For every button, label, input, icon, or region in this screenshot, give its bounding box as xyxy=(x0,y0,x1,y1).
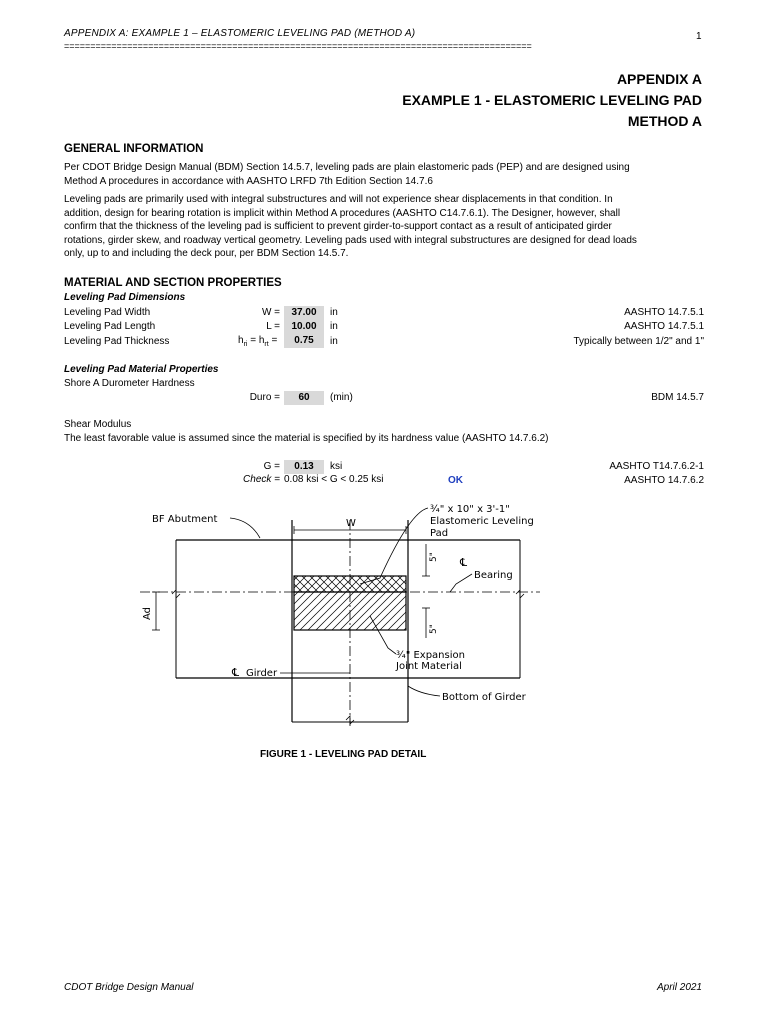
dim-5-upper: 5" xyxy=(429,552,439,562)
material-props-subheading: Leveling Pad Material Properties xyxy=(64,364,219,375)
bottom-girder-label: Bottom of Girder xyxy=(442,692,526,703)
width-label: Leveling Pad Width xyxy=(64,307,151,318)
thickness-eq-end: = xyxy=(268,335,278,346)
text-line: confirm that the thickness of the leveling pad is sufficient to prevent girder-to-support contact as a result of anticipated girder xyxy=(64,221,612,233)
text-line: rotations, girder skew, and roadway vertical geometry. Leveling pads used with integral substructures are designed for dead loads xyxy=(64,234,637,246)
expansion-label-line-2: Joint Material xyxy=(396,661,462,672)
text-line: Per CDOT Bridge Design Manual (BDM) Section 14.5.7, leveling pads are plain elastomeric pads (PEP) and are designed using xyxy=(64,162,630,173)
pad-label-line-3: Pad xyxy=(430,528,449,539)
duro-eq: Duro = xyxy=(249,392,280,403)
shear-label: Shear Modulus xyxy=(64,419,132,430)
duro-label: Shore A Durometer Hardness xyxy=(64,378,195,389)
cl-girder-label: Girder xyxy=(246,668,278,679)
pad-label-line-2: Elastomeric Leveling xyxy=(430,516,534,527)
thickness-eq-h: h xyxy=(238,335,244,346)
cl-bearing-symbol: ℄ xyxy=(460,556,468,569)
thickness-eq xyxy=(238,335,277,348)
leveling-pad-figure xyxy=(120,498,590,738)
text-line: only, up to and including the deck pour, per BDM Section 14.5.7. xyxy=(64,248,349,260)
cl-girder-symbol: ℄ xyxy=(232,666,240,679)
material-heading: MATERIAL AND SECTION PROPERTIES xyxy=(64,277,282,289)
w-dimension-label: W xyxy=(346,518,356,529)
check-text: 0.08 ksi < G < 0.25 ksi xyxy=(284,474,384,485)
header-rule: ========================================================================================= xyxy=(64,41,532,51)
check-ref: AASHTO 14.7.6.2 xyxy=(624,475,704,486)
g-eq: G = xyxy=(263,461,280,472)
text-line: addition, design for bearing rotation is implicit within Method A procedures (AASHTO C14.7.6.1). The Designer, however, shall xyxy=(64,207,621,219)
thickness-value: 0.75 xyxy=(284,334,324,348)
expansion-label-line-1: ¾" Expansion xyxy=(396,650,465,661)
g-unit: ksi xyxy=(330,461,343,472)
ad-dimension-label: Ad xyxy=(142,606,153,620)
length-eq: L = xyxy=(266,321,280,332)
length-value: 10.00 xyxy=(284,320,324,334)
g-value: 0.13 xyxy=(284,460,324,474)
footer-left: CDOT Bridge Design Manual xyxy=(64,982,194,993)
length-unit: in xyxy=(330,321,338,332)
footer-right: April 2021 xyxy=(656,982,702,993)
length-ref: AASHTO 14.7.5.1 xyxy=(624,321,704,332)
duro-unit: (min) xyxy=(330,392,353,403)
elastomeric-pad xyxy=(294,576,406,592)
thickness-eq-mid: = h xyxy=(247,335,265,346)
thickness-label: Leveling Pad Thickness xyxy=(64,336,170,347)
thickness-eq-sub-2: rt xyxy=(264,341,269,348)
pad-label-line-1: ¾" x 10" x 3'-1" xyxy=(430,504,510,515)
shear-note: The least favorable value is assumed since the material is specified by its hardness value (AASHTO 14.7.6.2) xyxy=(64,433,549,444)
g-ref: AASHTO T14.7.6.2-1 xyxy=(609,461,704,472)
page-number: 1 xyxy=(696,31,702,42)
width-value: 37.00 xyxy=(284,306,324,320)
figure-caption: FIGURE 1 - LEVELING PAD DETAIL xyxy=(260,749,427,760)
title-line-1: APPENDIX A xyxy=(616,71,702,87)
width-unit: in xyxy=(330,307,338,318)
width-eq: W = xyxy=(261,307,280,318)
dim-5-lower: 5" xyxy=(429,624,439,634)
duro-ref: BDM 14.5.7 xyxy=(651,392,704,403)
general-heading: GENERAL INFORMATION xyxy=(64,143,204,155)
general-paragraph-1 xyxy=(64,161,704,188)
duro-value: 60 xyxy=(284,391,324,405)
expansion-joint-material xyxy=(294,592,406,630)
check-eq: Check = xyxy=(243,474,280,485)
dimensions-subheading: Leveling Pad Dimensions xyxy=(64,292,186,303)
cl-bearing-label: Bearing xyxy=(474,570,513,581)
length-label: Leveling Pad Length xyxy=(64,321,156,332)
title-line-3: METHOD A xyxy=(627,113,702,129)
general-paragraph-2 xyxy=(64,193,704,261)
thickness-ref: Typically between 1/2" and 1" xyxy=(573,336,704,347)
thickness-unit: in xyxy=(330,336,338,347)
bf-abutment-label: BF Abutment xyxy=(152,514,218,525)
text-line: Leveling pads are primarily used with integral substructures and will not experience shear displacements in that condition. In xyxy=(64,194,613,205)
width-ref: AASHTO 14.7.5.1 xyxy=(624,307,704,318)
thickness-eq-sub-1: ri xyxy=(243,341,248,348)
title-line-2: EXAMPLE 1 - ELASTOMERIC LEVELING PAD xyxy=(402,92,702,108)
running-header: APPENDIX A: EXAMPLE 1 – ELASTOMERIC LEVELING PAD (METHOD A) xyxy=(64,28,416,39)
text-line: Method A procedures in accordance with AASHTO LRFD 7th Edition Section 14.7.6 xyxy=(64,175,433,187)
check-status: OK xyxy=(448,475,463,486)
